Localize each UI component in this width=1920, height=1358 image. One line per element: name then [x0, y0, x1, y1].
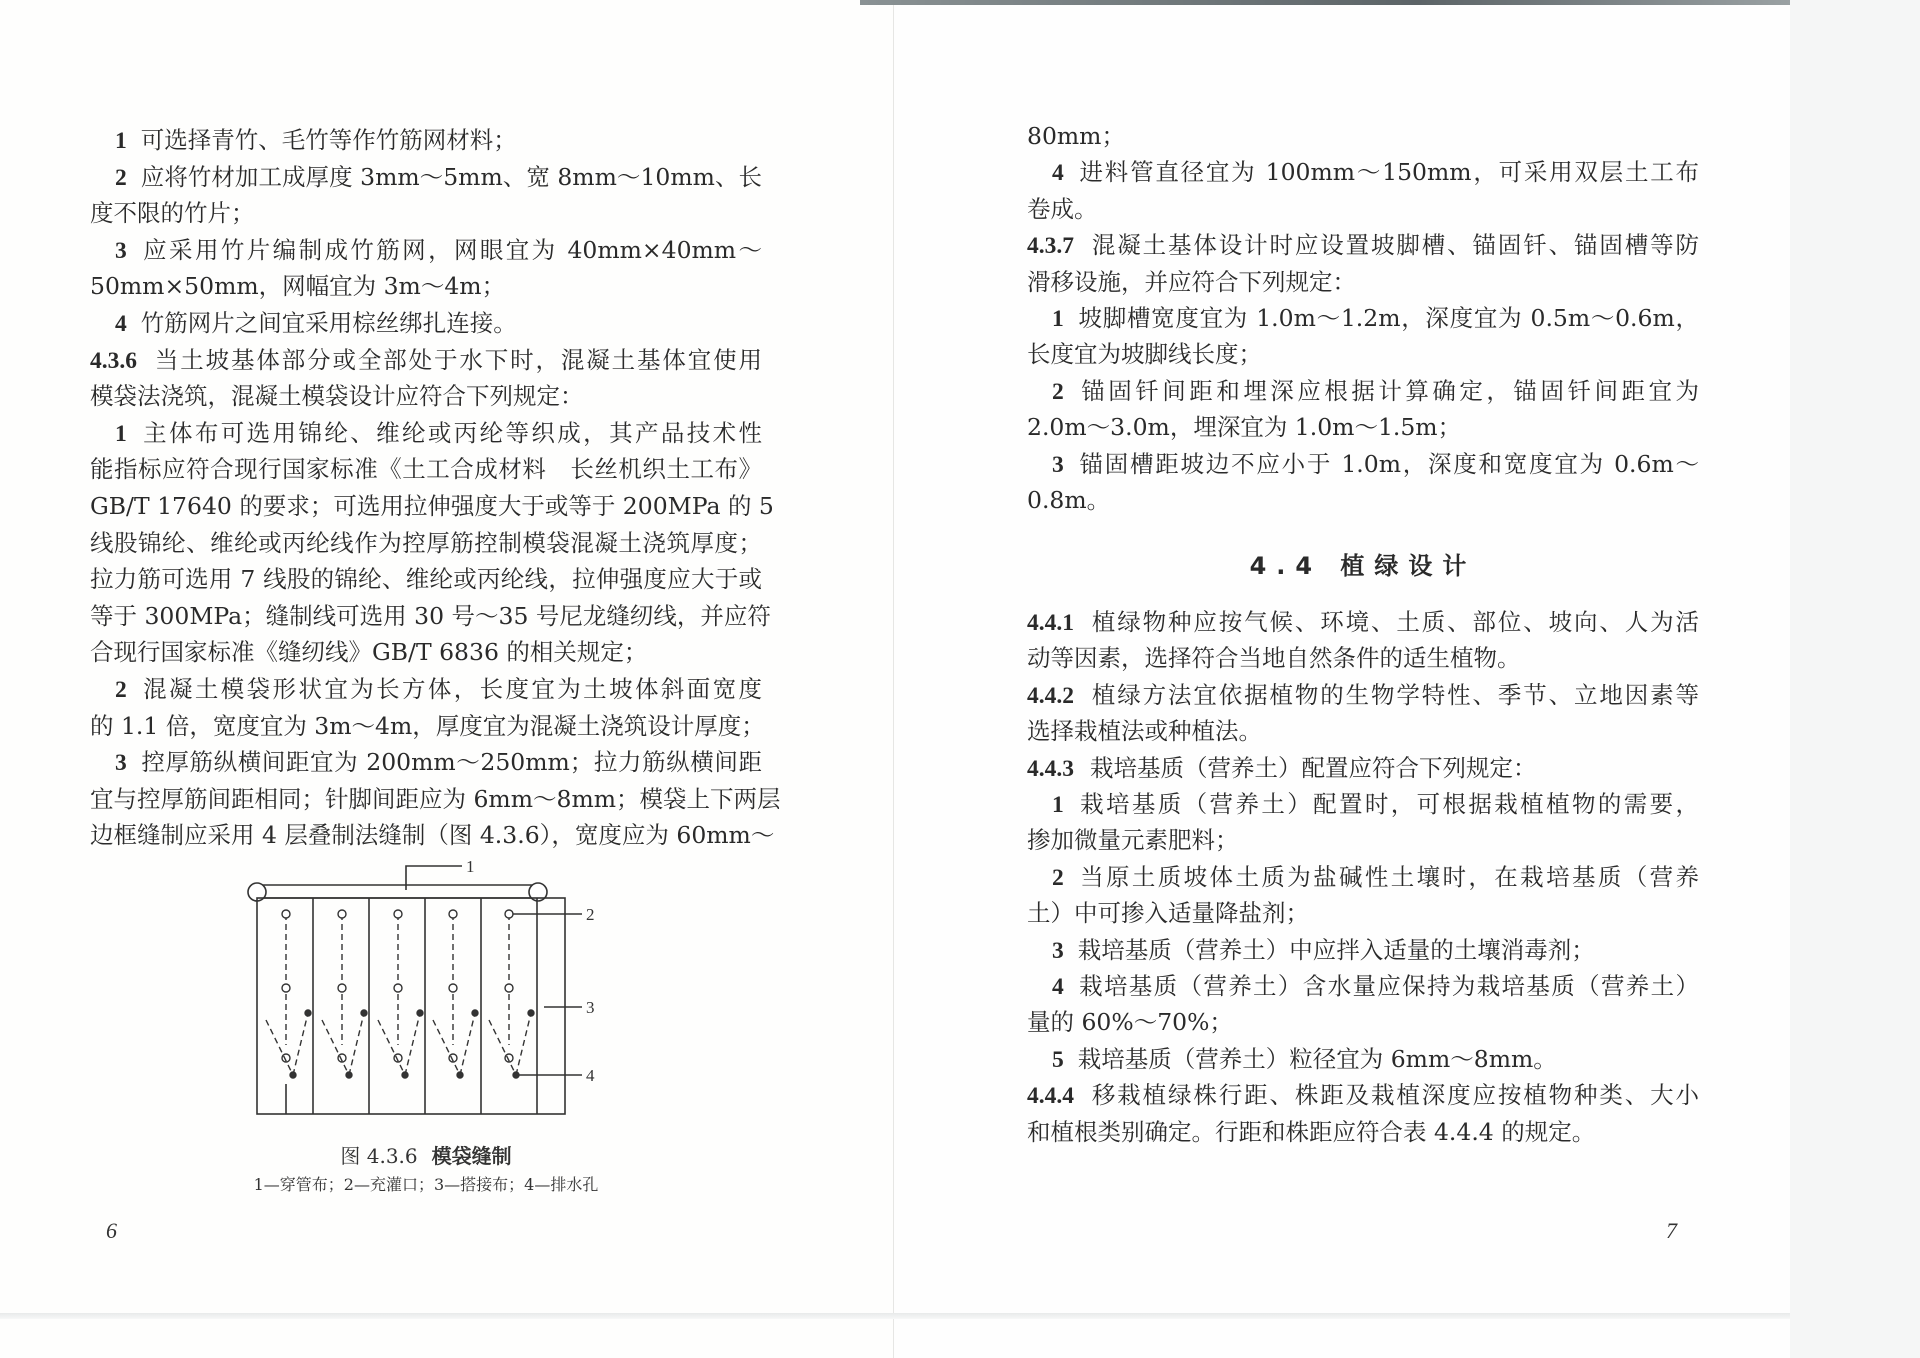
- text-line: [1027, 118, 1699, 154]
- item-line: [90, 305, 762, 341]
- line-text: 的 1.1 倍，宽度宜为 3m～4m，厚度宜为混凝土浇筑设计厚度；: [90, 711, 765, 740]
- text-line: [90, 634, 762, 670]
- item-number: 3: [1052, 937, 1064, 964]
- item-line: [1027, 786, 1699, 822]
- line-text: 竹筋网片之间宜采用棕丝绑扎连接。: [140, 309, 517, 337]
- clause-number: 4.4.2: [1027, 682, 1074, 709]
- item-number: 2: [1052, 864, 1064, 891]
- item-line: [90, 122, 762, 158]
- figure-4-3-6: [230, 850, 630, 1140]
- item-line: [1027, 932, 1699, 968]
- line-text: 50mm×50mm，网幅宜为 3m～4m；: [90, 272, 506, 301]
- line-text: 拉力筋可选用 7 线股的锦纶、维纶或丙纶线，拉伸强度应大于或: [90, 565, 762, 594]
- line-text: 坡脚槽宽度宜为 1.0m～1.2m，深度宜为 0.5m～0.6m，: [1077, 304, 1699, 332]
- text-line: [90, 708, 765, 744]
- clause-number: 4.3.7: [1027, 233, 1074, 260]
- text-line: [90, 378, 762, 414]
- item-number: 1: [1052, 792, 1064, 818]
- clause-number: 4.4.3: [1027, 755, 1074, 782]
- line-text: 线股锦纶、维纶或丙纶线作为控厚筋控制模袋混凝土浇筑厚度；: [90, 528, 762, 557]
- item-number: 2: [1052, 378, 1064, 405]
- line-text: 边框缝制应采用 4 层叠制法缝制（图 4.3.6），宽度应为 60mm～: [90, 821, 775, 850]
- text-line: [90, 268, 762, 304]
- line-text: GB/T 17640 的要求；可选用拉伸强度大于或等于 200MPa 的 5: [90, 492, 774, 520]
- line-text: 当原土质坡体土质为盐碱性土壤时，在栽培基质（营养: [1077, 862, 1699, 891]
- clause-number: 4.3.6: [90, 347, 137, 374]
- line-text: 混凝土模袋形状宜为长方体，长度宜为土坡体斜面宽度: [140, 675, 762, 703]
- line-text: 0.8m。: [1027, 486, 1111, 514]
- section-heading-4-4: 4.4 植绿设计: [1249, 552, 1477, 580]
- line-text: 锚固钎间距和埋深应根据计算确定，锚固钎间距宜为: [1077, 376, 1699, 405]
- line-text: 主体布可选用锦纶、维纶或丙纶等织成，其产品技术性: [140, 418, 762, 447]
- line-text: 掺加微量元素肥料；: [1027, 826, 1239, 855]
- line-text: 能指标应符合现行国家标准《土工合成材料 长丝机织土工布》: [90, 455, 762, 484]
- line-text: 栽培基质（营养土）配置时，可根据栽植植物的需要，: [1077, 790, 1699, 818]
- line-text: 和植根类别确定。行距和株距应符合表 4.4.4 的规定。: [1027, 1117, 1596, 1146]
- callout-3: 3: [586, 998, 595, 1017]
- line-text: 栽培基质（营养土）粒径宜为 6mm～8mm。: [1077, 1044, 1557, 1073]
- item-line: [1027, 373, 1699, 409]
- line-text: 进料管直径宜为 100mm～150mm，可采用双层土工布: [1077, 158, 1699, 187]
- text-line: [90, 561, 762, 597]
- clause-line: [1027, 750, 1699, 786]
- scan-bottom-edge-shadow: [0, 1313, 1790, 1319]
- callout-1: 1: [466, 857, 475, 876]
- clause-line: [90, 342, 762, 378]
- figure-caption: [90, 1140, 762, 1169]
- line-text: 植绿方法宜依据植物的生物学特性、季节、立地因素等: [1090, 680, 1699, 709]
- line-text: 控厚筋纵横间距宜为 200mm～250mm；拉力筋纵横间距: [140, 748, 762, 777]
- item-line: [90, 159, 762, 195]
- line-text: 等于 300MPa；缝制线可选用 30 号～35 号尼龙缝纫线，并应符: [90, 601, 771, 630]
- item-number: 5: [1052, 1046, 1064, 1073]
- item-line: [90, 232, 762, 268]
- text-line: [90, 195, 762, 231]
- item-line: [1027, 446, 1699, 482]
- text-line: [90, 525, 762, 561]
- item-number: 4: [115, 311, 127, 337]
- callout-4: 4: [586, 1066, 595, 1085]
- item-line: [1027, 968, 1699, 1004]
- text-line: [1027, 336, 1699, 372]
- line-text: 动等因素，选择符合当地自然条件的适生植物。: [1027, 644, 1521, 673]
- line-text: 模袋法浇筑，混凝土模袋设计应符合下列规定：: [90, 382, 584, 411]
- line-text: 当土坡基体部分或全部处于水下时，混凝土基体宜使用: [153, 345, 762, 374]
- clause-line: [1027, 604, 1699, 640]
- line-text: 植绿物种应按气候、环境、土质、部位、坡向、人为活: [1090, 608, 1699, 636]
- page-number-left: 6: [106, 1218, 117, 1243]
- text-line: [1027, 822, 1699, 858]
- text-line: [1027, 482, 1699, 518]
- text-line: [1027, 1004, 1699, 1040]
- line-text: 土）中可掺入适量降盐剂；: [1027, 899, 1309, 928]
- bag-column-1: [266, 910, 311, 1078]
- line-text: 2.0m～3.0m，埋深宜为 1.0m～1.5m；: [1027, 413, 1462, 442]
- mold-bag-sewing-diagram: [230, 850, 630, 1140]
- line-text: 栽培基质（营养土）中应拌入适量的土壤消毒剂；: [1077, 935, 1595, 964]
- item-line: [1027, 859, 1699, 895]
- line-text: 卷成。: [1027, 194, 1098, 223]
- line-text: 应将竹材加工成厚度 3mm～5mm、宽 8mm～10mm、长: [140, 162, 762, 191]
- item-line: [90, 415, 762, 451]
- bag-column-3: [378, 910, 423, 1078]
- clause-line: [1027, 677, 1699, 713]
- line-text: 移栽植绿株行距、株距及栽植深度应按植物种类、大小: [1090, 1081, 1699, 1110]
- line-text: 宜与控厚筋间距相同；针脚间距应为 6mm～8mm；模袋上下两层: [90, 784, 781, 813]
- item-line: [1027, 154, 1699, 190]
- text-line: [90, 817, 775, 853]
- item-line: [1027, 1041, 1699, 1077]
- clause-number: 4.4.1: [1027, 610, 1074, 636]
- text-line: [1027, 713, 1699, 749]
- line-text: 合现行国家标准《缝纫线》GB/T 6836 的相关规定；: [90, 638, 648, 667]
- line-text: 80mm；: [1027, 122, 1125, 150]
- bag-column-4: [433, 910, 478, 1078]
- item-number: 1: [1052, 306, 1064, 332]
- callout-2: 2: [586, 905, 595, 924]
- clause-line: [1027, 227, 1699, 263]
- item-number: 3: [115, 750, 127, 777]
- item-line: [1027, 300, 1699, 336]
- figure-number: 图 4.3.6: [340, 1144, 418, 1168]
- item-number: 2: [115, 164, 127, 191]
- line-text: 量的 60%～70%；: [1027, 1008, 1233, 1037]
- line-text: 栽培基质（营养土）含水量应保持为栽培基质（营养土）: [1077, 972, 1699, 1000]
- item-number: 3: [1052, 451, 1064, 478]
- line-text: 栽培基质（营养土）配置应符合下列规定：: [1090, 753, 1537, 782]
- item-number: 4: [1052, 974, 1064, 1000]
- line-text: 锚固槽距坡边不应小于 1.0m，深度和宽度宜为 0.6m～: [1077, 449, 1699, 478]
- item-line: [90, 744, 762, 780]
- text-line: [90, 451, 762, 487]
- item-number: 1: [115, 420, 127, 447]
- text-line: [1027, 191, 1699, 227]
- item-number: 3: [115, 237, 127, 264]
- line-text: 应采用竹片编制成竹筋网，网眼宜为 40mm×40mm～: [140, 235, 762, 264]
- text-line: [1027, 1114, 1699, 1150]
- bag-column-2: [322, 910, 367, 1078]
- scan-top-edge-shadow: [860, 0, 1790, 5]
- line-text: 可选择青竹、毛竹等作竹筋网材料；: [140, 126, 517, 154]
- clause-number: 4.4.4: [1027, 1083, 1074, 1110]
- text-line: [1027, 895, 1699, 931]
- text-line: [90, 781, 781, 817]
- item-line: [90, 671, 762, 707]
- text-line: [1027, 640, 1699, 676]
- line-text: 滑移设施，并应符合下列规定：: [1027, 267, 1356, 296]
- line-text: 混凝土基体设计时应设置坡脚槽、锚固钎、锚固槽等防: [1090, 231, 1699, 260]
- line-text: 选择栽植法或种植法。: [1027, 717, 1262, 746]
- text-line: [90, 598, 771, 634]
- clause-line: [1027, 1077, 1699, 1113]
- scan-margin: [1790, 0, 1920, 1358]
- text-line: [90, 488, 774, 524]
- figure-legend: 1—穿管布；2—充灌口；3—搭接布；4—排水孔: [253, 1175, 599, 1194]
- page-number-right: 7: [1666, 1218, 1677, 1243]
- line-text: 长度宜为坡脚线长度；: [1027, 340, 1262, 369]
- bag-column-5: [489, 910, 534, 1078]
- text-line: [1027, 409, 1699, 445]
- item-number: 4: [1052, 160, 1064, 187]
- item-number: 2: [115, 677, 127, 703]
- figure-title: 模袋缝制: [431, 1144, 512, 1168]
- line-text: 度不限的竹片；: [90, 199, 255, 228]
- item-number: 1: [115, 128, 127, 154]
- text-line: [1027, 264, 1699, 300]
